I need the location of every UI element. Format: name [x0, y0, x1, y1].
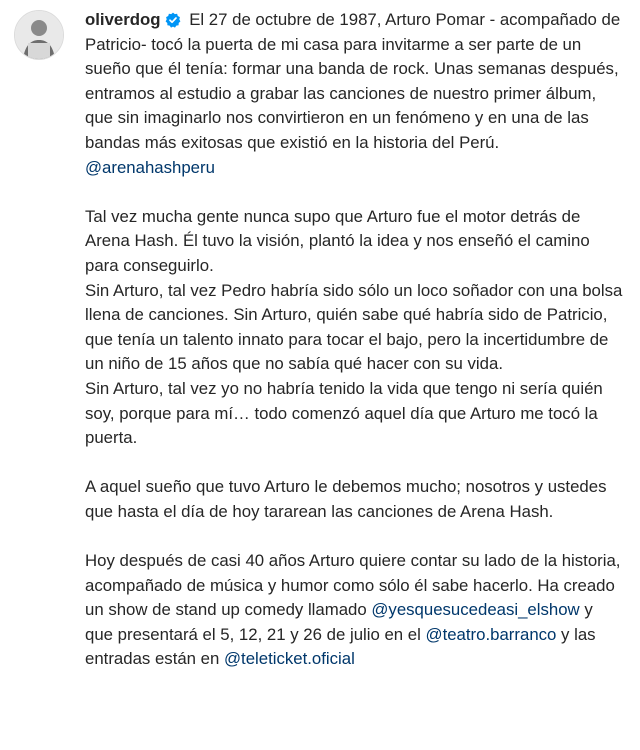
caption-line: Sin Arturo, tal vez Pedro habría sido sólo un loco soñador con una bolsa llena de canciones. Sin Arturo, quién sabe qué habría sido de Patricio, que tenía un talento innato para tocar el bajo, pero la incertidumbre de un niño de 15 años que no sabía qué hacer con su vida.	[85, 280, 623, 374]
caption-text: Hoy después de casi 40 años Arturo quiere contar su lado de la historia, acompañado de música y humor como sólo él sabe hacerlo. Ha creado un show de stand up comedy llamado	[85, 551, 621, 620]
mention-link-teleticket[interactable]: @teleticket.oficial	[224, 649, 355, 669]
caption-text: y que presentará el 5, 12, 21 y 26 de julio en el	[85, 600, 593, 644]
avatar-graphic	[15, 11, 63, 59]
caption-paragraph-4	[85, 549, 625, 672]
mention-link-yesquesucedeasi[interactable]: @yesquesucedeasi_elshow	[371, 600, 580, 620]
caption-paragraph-3	[85, 475, 625, 524]
verified-badge-icon	[165, 12, 181, 28]
caption-text: El 27 de octubre de 1987, Arturo Pomar - acompañado de Patricio- tocó la puerta de mi casa para invitarme a ser parte de un sueño que él tenía: formar una banda de rock. Unas semanas después, entramos al estudio a grabar las canciones de nuestro primer álbum, que sin imaginarlo nos convirtieron en un fenómeno y en una de las bandas más exitosas que existió en la historia del Perú.	[85, 10, 621, 152]
caption-line: Sin Arturo, tal vez yo no habría tenido la vida que tengo ni sería quién soy, porque para mí… todo comenzó aquel día que Arturo me tocó la puerta.	[85, 378, 603, 448]
caption-text: A aquel sueño que tuvo Arturo le debemos mucho; nosotros y ustedes que hasta el día de hoy tararean las canciones de Arena Hash.	[85, 477, 607, 521]
post-caption	[85, 8, 625, 672]
profile-avatar-icon[interactable]	[14, 10, 64, 60]
caption-line: Tal vez mucha gente nunca supo que Arturo fue el motor detrás de Arena Hash. Él tuvo la visión, plantó la idea y nos enseñó el camino para conseguirlo.	[85, 206, 590, 275]
caption-paragraph-2	[85, 205, 625, 451]
caption-text: y las entradas están en	[85, 624, 596, 669]
mention-link-teatro-barranco[interactable]: @teatro.barranco	[425, 624, 557, 644]
mention-link-arenahashperu[interactable]: @arenahashperu	[85, 157, 215, 177]
caption-paragraph-1	[85, 8, 625, 180]
username-link[interactable]: oliverdog	[85, 10, 161, 29]
